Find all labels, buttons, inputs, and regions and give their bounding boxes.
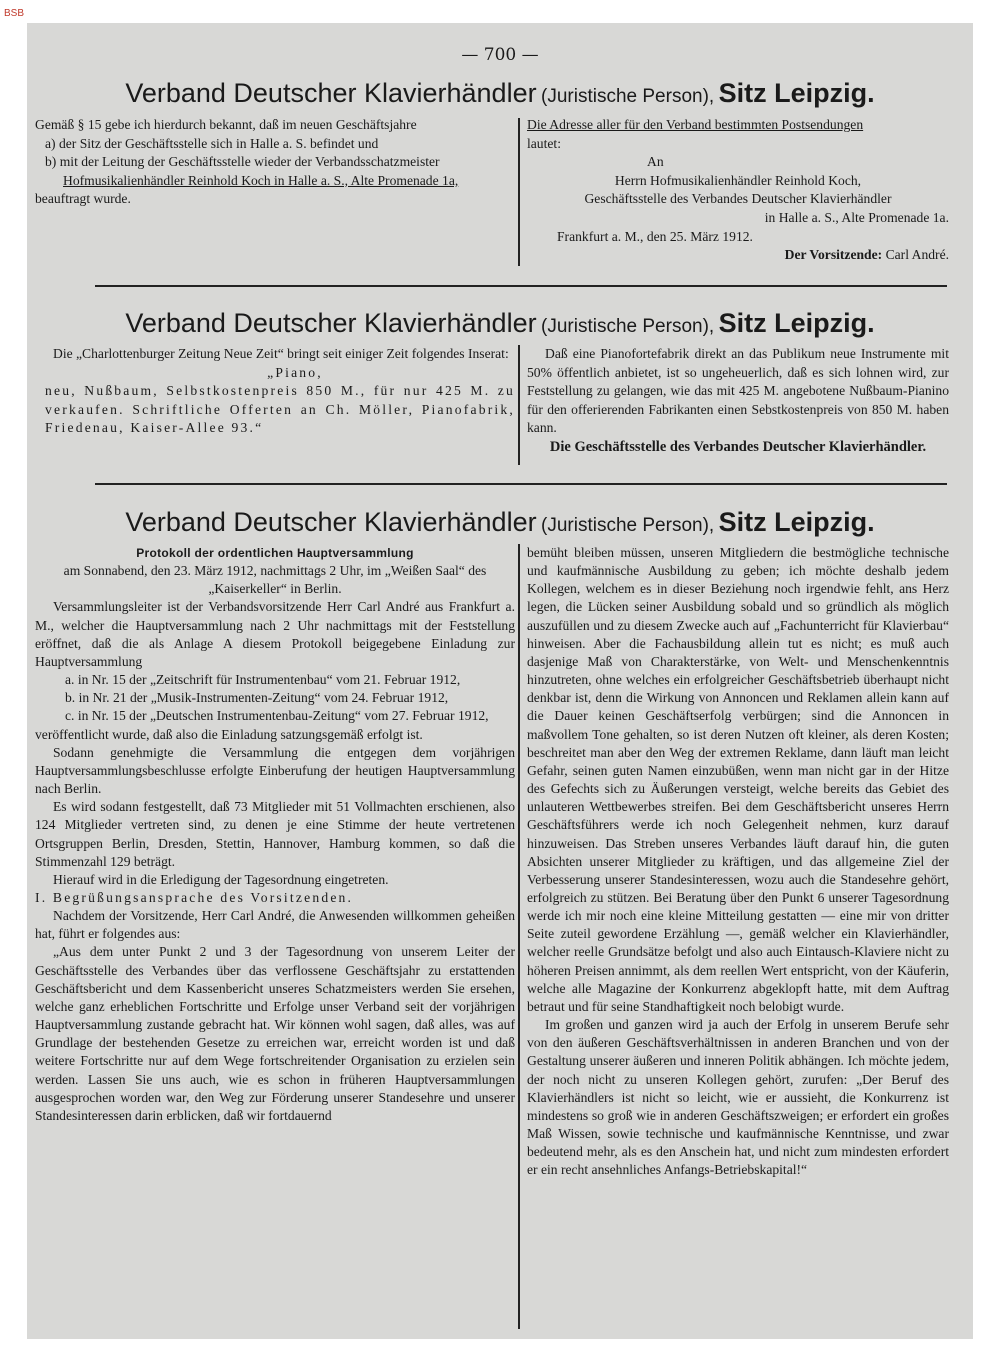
- paragraph: Versammlungsleiter ist der Verbandsvorsitzende Herr Carl André aus Frankfurt a. M., welcher die Hauptversammlung nach 2 Uhr nachmittags mit der Feststellung eröffnet, daß die als Anlage A diesem Protokoll beigegebene Einladung zur Hauptversammlung: [35, 599, 515, 669]
- list-item: a. in Nr. 15 der „Zeitschrift für Instrumentenbau“ vom 21. Februar 1912,: [65, 672, 461, 688]
- paragraph: beauftragt wurde.: [35, 191, 131, 207]
- address-line: Geschäftsstelle des Verbandes Deutscher Klavierhändler: [584, 191, 892, 207]
- paragraph: veröffentlicht wurde, daß also die Einladung satzungsgemäß erfolgt ist.: [35, 726, 423, 742]
- library-mark: BSB: [4, 8, 25, 19]
- section-rule: [95, 285, 947, 287]
- section-rule: [95, 483, 947, 485]
- signature-line: [527, 246, 949, 265]
- scanned-page: [27, 23, 973, 1339]
- list-item: b. in Nr. 21 der „Musik-Instrumenten-Zeitung“ vom 24. Februar 1912,: [65, 690, 449, 706]
- section-1-right-column: [527, 116, 949, 265]
- header-title: Verband Deutscher Klavierhändler: [125, 78, 537, 108]
- header-seat: Sitz Leipzig.: [718, 507, 875, 537]
- signature-name: Carl André.: [885, 247, 949, 263]
- header-qualifier: (Juristische Person),: [541, 86, 715, 107]
- column-divider: [518, 345, 520, 465]
- header-title: Verband Deutscher Klavierhändler: [125, 507, 537, 537]
- column-divider: [518, 118, 520, 266]
- advert-text: neu, Nußbaum, Selbstkostenpreis 850 M., für nur 425 M. zu verkaufen. Schriftliche Offerten an Ch. Möller, Pianofabrik, Friedenau, Kaiser-Allee 93.“: [45, 383, 515, 436]
- paragraph: Hierauf wird in die Erledigung der Tagesordnung eingetreten.: [53, 871, 389, 887]
- address-line: Herrn Hofmusikalienhändler Reinhold Koch,: [614, 172, 862, 188]
- paragraph: bemüht bleiben müssen, unseren Mitgliedern die bestmögliche technische und kaufmännische Ausbildung zu geben; ich möchte deshalb jedem Kollegen, welchem es in dieser Beziehung noch irgendwie fehlt, ans Herz legen, die Lücken seiner Ausbildung sobald und so gründlich als möglich auszufüllen und zu diesem Zwecke auch auf „Fachunterricht für Klavierbau“ hinweisen. Aber die Fachausbildung allein tut es nicht; es muß auch dasjenige Maß von Charakterstärke, von Welt- und Menschenkenntnis hinzutreten, ohne welches ein erfolgreicher Geschäftsbetrieb überhaupt nicht denkbar ist, denn die Wirkung von Annoncen und Reklamen allein kann auf die Dauer keinen Geschäftserfolg verbürgen; sind die Annoncen in maßvollem Tone gehalten, so ist deren Nutzen oft kleiner, als deren Kosten; beschreitet man aber den Weg der extremen Reklame, dann läuft man leicht Gefahr, seinen guten Namen einzubüßen, wenn man nicht gar in der Hitze des Gefechts sich zu Äußerungen versteigt, welche bereits das Gebiet des unlauteren Wettbewerbes streifen. Bei dem Geschäftsbericht unseres Herrn Geschäftsführers werde ich noch Gelegenheit nehmen, kurz darauf hinzuweisen. Das Streben unseres Verbandes läuft darauf hin, die guten Absichten unserer Mitglieder zu kräftigen, und das allgemeine Ziel der Verbesserung unserer Standesinteressen, wozu auch die Standesehre gehört, erfolgreich zu stützen. Bei Beratung über den Punkt 6 unserer Tagesordnung werde ich mir noch eine kleine Mitteilung gestatten — eine mir von dritter Seite zuteil gewordene Erzählung —, gemäß welcher ein Klavierhändler, welcher reelle Grundsätze befolgt und also auch Eintausch-Klaviere nicht zu höheren Preisen annimmt, als dem reellen Wert entspricht, von der Käuferin, welche alle Magazine der Konkurrenz abgeklopft hatte, mit dem Auftrag betraut und für seine Standhaftigkeit noch belobigt wurde.: [527, 545, 949, 1014]
- paragraph: Im großen und ganzen wird ja auch der Erfolg in unserem Berufe sehr von den äußeren Geschäftsverhältnissen in anderen Branchen und von der Gestaltung unserer äußeren und inneren Politik abhängen. Ich möchte jedem, der noch nicht zu unseren Kollegen gehört, zurufen: „Der Beruf des Klavierhändlers ist nicht so leicht, wie er aussieht, die Konkurrenz ist mindestens so groß wie in anderen Geschäftszweigen; er erfordert ein großes Maß Wissen, sowie technische und kaufmännische Kenntnisse, und zwar bedeutend mehr, als es den Anschein hat, und nicht zum mindesten erfordert er ein recht ansehnliches Anfangs-Betriebskapital!“: [527, 1017, 949, 1178]
- header-qualifier: (Juristische Person),: [541, 515, 715, 536]
- underlined-text: Hofmusikalienhändler Reinhold Koch in Halle a. S., Alte Promenade 1a,: [63, 172, 459, 188]
- paragraph: Gemäß § 15 gebe ich hierdurch bekannt, daß im neuen Geschäftsjahre: [35, 117, 417, 132]
- underlined-text: Die Adresse aller für den Verband bestimmten Postsendungen: [527, 117, 864, 132]
- address-line: An: [647, 154, 664, 170]
- signature-line: Die Geschäftsstelle des Verbandes Deutscher Klavierhändler.: [549, 438, 927, 455]
- section-2-left-column: [35, 345, 515, 438]
- column-divider: [518, 544, 520, 1329]
- list-item: a) der Sitz der Geschäftsstelle sich in Halle a. S. befindet und: [45, 135, 379, 151]
- signature-role: Der Vorsitzende:: [784, 247, 883, 263]
- header-seat: Sitz Leipzig.: [718, 308, 875, 338]
- paragraph: Daß eine Pianofortefabrik direkt an das Publikum neue Instrumente mit 50% öffentlich anbietet, ist so ungeheuerlich, daß es sich lohnen wird, zur Feststellung zu gelangen, wie das mit 425 M. angebotene Nußbaum-Pianino für den offerierenden Fabrikanten einen Sebstkostenpreis von 850 M. haben kann.: [527, 346, 949, 436]
- list-item: c. in Nr. 15 der „Deutschen Instrumentenbau-Zeitung“ vom 27. Februar 1912,: [65, 708, 489, 724]
- paragraph: lautet:: [527, 135, 561, 151]
- section-1-header: [27, 78, 973, 109]
- paragraph: Sodann genehmigte die Versammlung die entgegen dem vorjährigen Hauptversammlungsbeschlusse erfolgte Einberufung der heutigen Hauptversammlung nach Berlin.: [35, 744, 515, 797]
- section-3-header: [27, 507, 973, 538]
- agenda-heading: I. Begrüßungsansprache des Vorsitzenden.: [35, 889, 354, 905]
- advert-heading: „Piano,: [267, 364, 323, 380]
- section-1-left-column: [35, 116, 515, 209]
- section-3-right-column: [527, 544, 949, 1179]
- minutes-heading: Protokoll der ordentlichen Hauptversammlung: [136, 546, 414, 560]
- date-line: Frankfurt a. M., den 25. März 1912.: [557, 228, 753, 244]
- paragraph: Nachdem der Vorsitzende, Herr Carl André, die Anwesenden willkommen geheißen hat, führt er folgendes aus:: [35, 908, 515, 942]
- address-line: in Halle a. S., Alte Promenade 1a.: [764, 209, 949, 225]
- header-qualifier: (Juristische Person),: [541, 316, 715, 337]
- paragraph: „Aus dem unter Punkt 2 und 3 der Tagesordnung von unserem Leiter der Geschäftsstelle des Verbandes über das verflossene Geschäftsjahr zu erstattenden Geschäftsbericht und dem Kassenbericht unseres Schatzmeisters werden Sie ersehen, welche ganz erheblichen Fortschritte und Erfolge unser Verband seit der vorjährigen Hauptversammlung zustande gebracht hat. Wir können wohl sagen, daß alles, was auf Grundlage der bestehenden Gesetze zu erreichen war, erreicht worden ist und daß weitere Fortschritte nur auf dem Wege fortschreitender Organisation zu erzielen sein werden. Lassen Sie uns auch, wie es schon in früheren Hauptversammlungen ausgesprochen worden war, den Weg zur Förderung unserer Standesehre und unserer Standesinteressen darin erblicken, daß wir fortdauernd: [35, 944, 515, 1123]
- paragraph: Es wird sodann festgestellt, daß 73 Mitglieder mit 51 Vollmachten erschienen, also 124 Mitglieder vertreten sind, zu denen je eine Stimme der heute vertretenen Ortsgruppen Berlin, Dresden, Stettin, Hannover, Hamburg kommen, so daß die Stimmenzahl 129 beträgt.: [35, 799, 515, 869]
- list-item: b) mit der Leitung der Geschäftsstelle wieder der Verbandsschatzmeister: [45, 154, 440, 170]
- section-2-header: [27, 308, 973, 339]
- header-seat: Sitz Leipzig.: [718, 78, 875, 108]
- meeting-date: am Sonnabend, den 23. März 1912, nachmittags 2 Uhr, im „Weißen Saal“ des „Kaiserkeller“ in Berlin.: [63, 563, 487, 597]
- section-3-left-column: [35, 544, 515, 1125]
- page-number: — 700 —: [461, 45, 539, 65]
- section-2-right-column: [527, 345, 949, 457]
- header-title: Verband Deutscher Klavierhändler: [125, 308, 537, 338]
- paragraph: Die „Charlottenburger Zeitung Neue Zeit“ bringt seit einiger Zeit folgendes Inserat:: [53, 346, 509, 361]
